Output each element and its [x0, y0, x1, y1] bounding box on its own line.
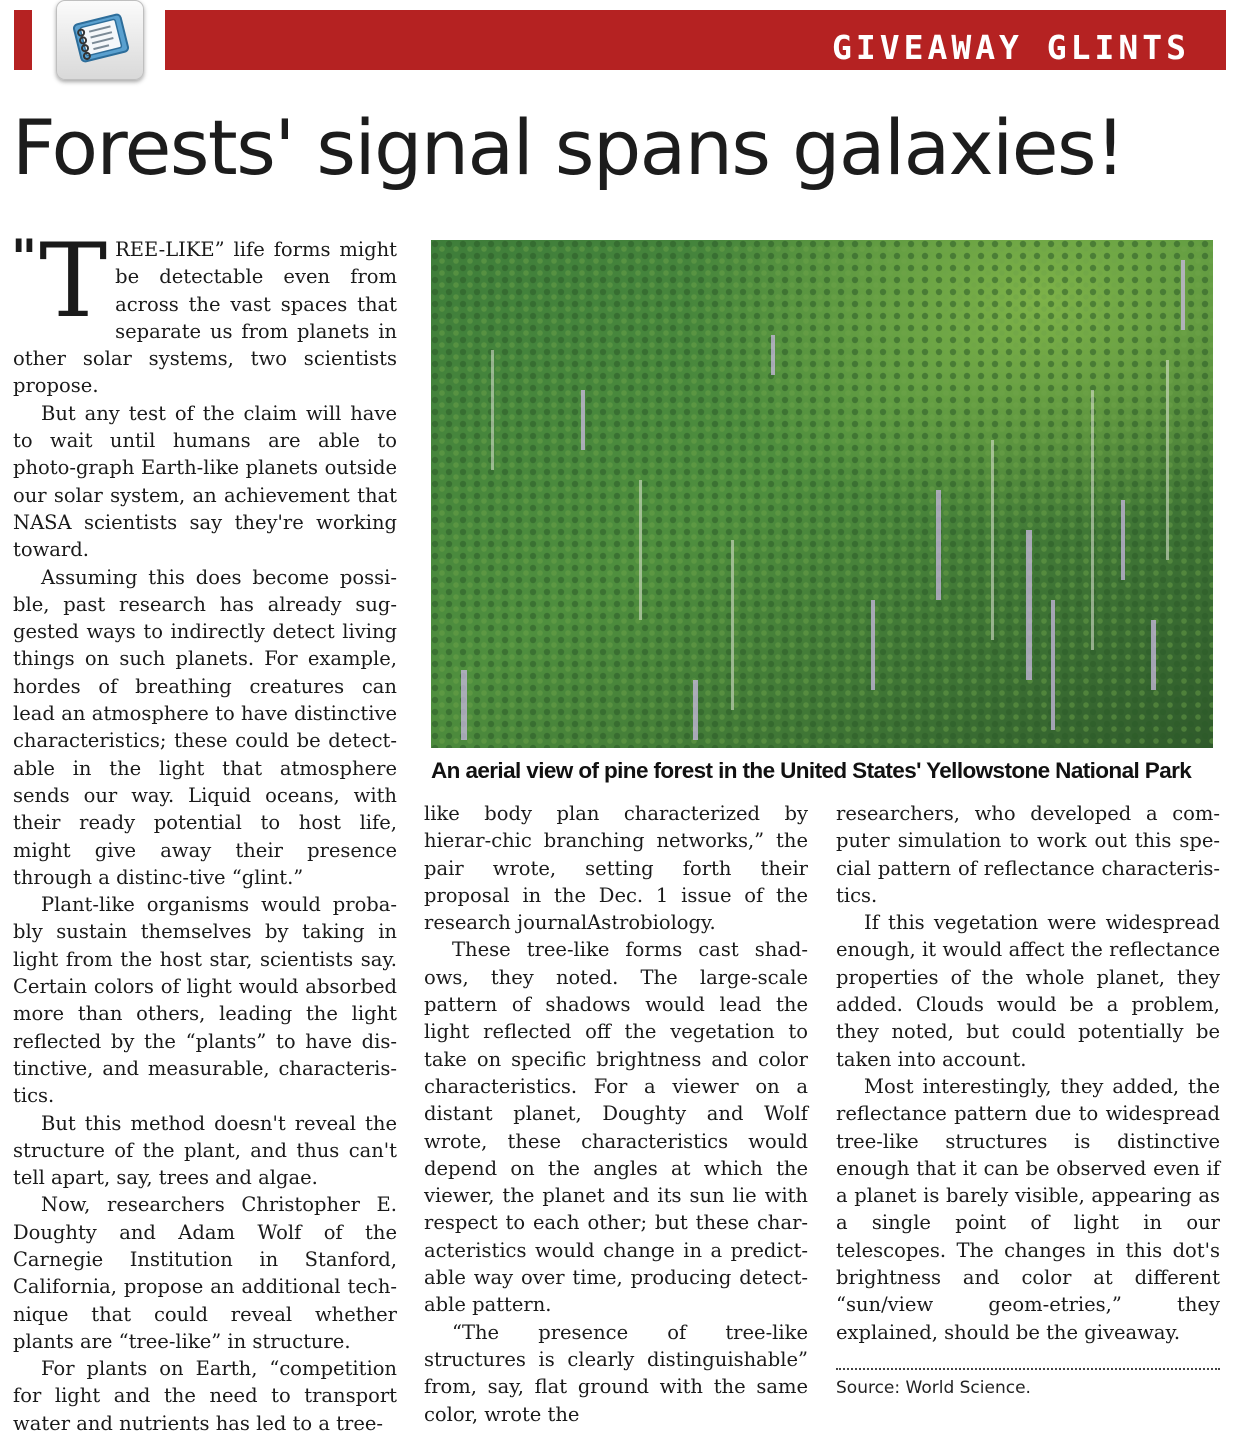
section-banner — [165, 10, 1226, 70]
paragraph: Plant-like organisms would proba-bly sustain themselves by taking in light from the host star, scientists say. Certain colors of light would absorbed more than others, leading the light reflected by the “plants” to have dis-tinctive, and measurable, characteris-tics. — [13, 893, 397, 1108]
paragraph: These tree-like forms cast shad-ows, they noted. The large-scale pattern of shadows would lead the light reflected off the vegetation to take on specific brightness and color characteristics. For a viewer on a distant planet, Doughty and Wolf wrote, these characteristics would depend on the angles at which the viewer, the planet and its sun lie with respect to each other; but these char-acteristics would change in a predict-able way over time, producing detect-able pattern. — [424, 938, 808, 1317]
article-column-3 — [836, 800, 1220, 1346]
headline: Forests' signal spans galaxies! — [12, 103, 1125, 192]
paragraph: But any test of the claim will have to wait until humans are able to photo-graph Earth-like planets outside our solar system, an achievement that NASA scientists say they're working toward. — [13, 401, 397, 562]
source-divider — [836, 1368, 1220, 1370]
dropcap-quote: " — [11, 228, 38, 287]
source-credit: Source: World Science. — [836, 1378, 1031, 1398]
paragraph: Now, researchers Christopher E. Doughty and Adam Wolf of the Carnegie Institution in Stanford, California, propose an additional tech-nique that could reveal whether plants are “tree-like” in structure. — [13, 1193, 397, 1353]
paragraph: For plants on Earth, “competition for light and the need to transport water and nutrients has led to a tree- — [13, 1357, 397, 1435]
dropcap: T — [39, 222, 108, 341]
section-title: GIVEAWAY GLINTS — [831, 28, 1190, 67]
section-logo — [56, 0, 144, 80]
header-accent-block — [14, 10, 32, 70]
paragraph-text: REE-LIKE” life forms might be detectable even from across the vast spaces that separate us from planets in other solar systems, two scientists propose. — [13, 238, 397, 398]
forest-photo — [431, 240, 1213, 748]
paragraph: like body plan characterized by hierar-chic branching networks,” the pair wrote, setting forth their proposal in the Dec. 1 issue of the research journalAstrobiology. — [424, 802, 808, 935]
article-column-1 — [11, 222, 397, 1437]
paragraph: If this vegetation were widespread enough, it would affect the reflectance properties of the whole planet, they added. Clouds would be a problem, they noted, but could potentially be taken into account. — [836, 911, 1220, 1071]
notebook-icon — [63, 7, 137, 73]
paragraph: Most interestingly, they added, the reflectance pattern due to widespread tree-like structures is distinctive enough that it can be observed even if a planet is barely visible, appearing as a single point of light in our telescopes. The changes in this dot's brightness and color at different “sun/view geom-etries,” they explained, should be the giveaway. — [836, 1074, 1220, 1344]
paragraph: But this method doesn't reveal the structure of the plant, and thus can't tell apart, say, trees and algae. — [13, 1111, 397, 1190]
paragraph: “The presence of tree-like structures is clearly distinguishable” from, say, flat ground with the same color, wrote the — [424, 1320, 808, 1426]
article-column-2 — [424, 800, 808, 1428]
paragraph: researchers, who developed a com-puter simulation to work out this spe-cial pattern of reflectance characteris-tics. — [836, 802, 1220, 907]
paragraph: Assuming this does become possi-ble, past research has already sug-gested ways to indirectly detect living things on such planets. For example, hordes of breathing creatures can lead an atmosphere to have distinctive characteristics; these could be detect-able in the light that atmosphere sends our way. Liquid oceans, with their ready potential to host life, might give away their presence through a distinc-tive “glint.” — [13, 565, 397, 889]
paragraph — [11, 222, 397, 400]
photo-caption: An aerial view of pine forest in the United States' Yellowstone National Park — [431, 758, 1192, 783]
